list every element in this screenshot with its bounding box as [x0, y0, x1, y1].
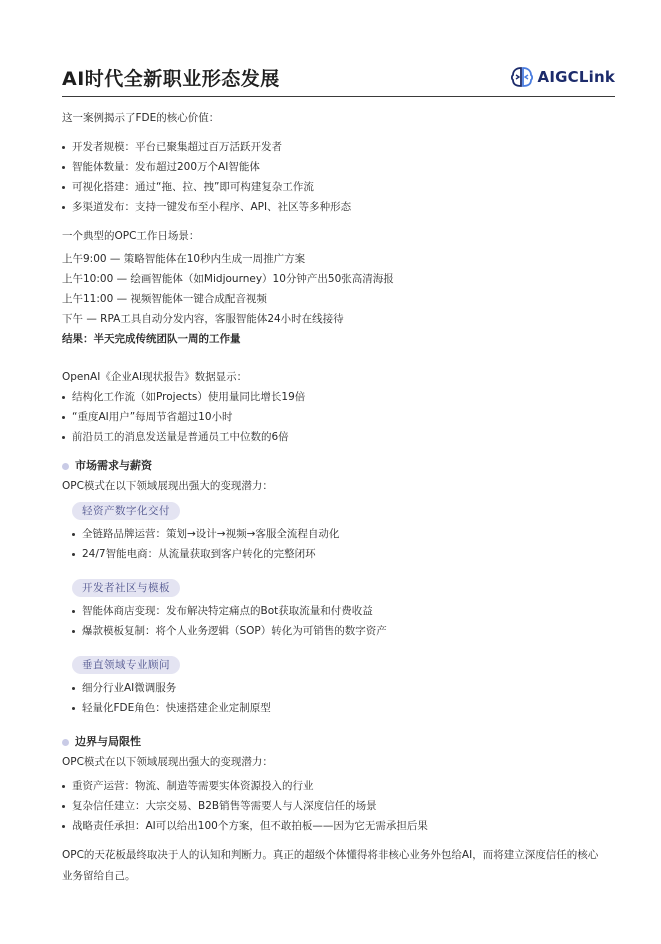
list-item: “重度AI用户”每周节省超过10小时: [62, 407, 602, 427]
market-lead: OPC模式在以下领域展现出强大的变现潜力：: [62, 480, 273, 492]
list-item: 可视化搭建：通过“拖、拉、拽”即可构建复杂工作流: [62, 177, 602, 197]
schedule-line: 上午11:00 — 视频智能体一键合成配音视频: [62, 293, 267, 305]
section-heading-limits: [62, 732, 602, 752]
openai-list: [62, 387, 602, 447]
schedule-line: 下午 — RPA工具自动分发内容，客服智能体24小时在线接待: [62, 313, 344, 325]
limits-list: [62, 776, 602, 836]
workday-lead: 一个典型的OPC工作日场景：: [62, 230, 200, 242]
list-item: 战略责任承担：AI可以给出100个方案，但不敢拍板——因为它无需承担后果: [62, 816, 602, 836]
category-tag: 轻资产数字化交付: [72, 502, 180, 520]
schedule-line: 上午10:00 — 绘画智能体（如Midjourney）10分钟产出50张高清海报: [62, 273, 394, 285]
section-bullet-icon: [62, 739, 69, 746]
closing-paragraph: OPC的天花板最终取决于人的认知和判断力。真正的超级个体懂得将非核心业务外包给AI，而将建立深度信任的核心业务留给自己。: [62, 849, 599, 882]
aigclink-logo: [510, 66, 615, 88]
page-content: [62, 108, 602, 887]
list-item: 复杂信任建立：大宗交易、B2B销售等需要人与人深度信任的场景: [62, 796, 602, 816]
market-list: [62, 601, 602, 641]
limits-lead: OPC模式在以下领域展现出强大的变现潜力：: [62, 756, 273, 768]
intro-lead: 这一案例揭示了FDE的核心价值：: [62, 112, 220, 124]
list-item: 结构化工作流（如Projects）使用量同比增长19倍: [62, 387, 602, 407]
workday-result: 结果：半天完成传统团队一周的工作量: [62, 333, 241, 345]
list-item: 智能体数量：发布超过200万个AI智能体: [62, 157, 602, 177]
list-item: 智能体商店变现：发布解决特定痛点的Bot获取流量和付费收益: [72, 601, 602, 621]
list-item: 轻量化FDE角色：快速搭建企业定制原型: [72, 698, 602, 718]
list-item: 细分行业AI微调服务: [72, 678, 602, 698]
page-title: AI时代全新职业形态发展: [62, 68, 280, 90]
category-tag: 垂直领域专业顾问: [72, 656, 180, 674]
openai-lead: OpenAI《企业AI现状报告》数据显示：: [62, 371, 248, 383]
brain-icon: [510, 66, 534, 88]
intro-list: [62, 137, 602, 217]
schedule-line: 上午9:00 — 策略智能体在10秒内生成一周推广方案: [62, 253, 306, 265]
list-item: 前沿员工的消息发送量是普通员工中位数的6倍: [62, 427, 602, 447]
category-tag: 开发者社区与模板: [72, 579, 180, 597]
list-item: 爆款模板复制：将个人业务逻辑（SOP）转化为可销售的数字资产: [72, 621, 602, 641]
market-list: [62, 678, 602, 718]
list-item: 多渠道发布：支持一键发布至小程序、API、社区等多种形态: [62, 197, 602, 217]
market-list: [62, 524, 602, 564]
logo-text: AIGCLink: [537, 68, 615, 86]
list-item: 重资产运营：物流、制造等需要实体资源投入的行业: [62, 776, 602, 796]
section-bullet-icon: [62, 463, 69, 470]
list-item: 开发者规模：平台已聚集超过百万活跃开发者: [62, 137, 602, 157]
list-item: 24/7智能电商：从流量获取到客户转化的完整闭环: [72, 544, 602, 564]
page-header: [62, 58, 615, 97]
section-heading-text: 边界与局限性: [75, 735, 141, 748]
section-heading-text: 市场需求与薪资: [75, 459, 152, 472]
list-item: 全链路品牌运营：策划→设计→视频→客服全流程自动化: [72, 524, 602, 544]
section-heading-market: [62, 456, 602, 476]
